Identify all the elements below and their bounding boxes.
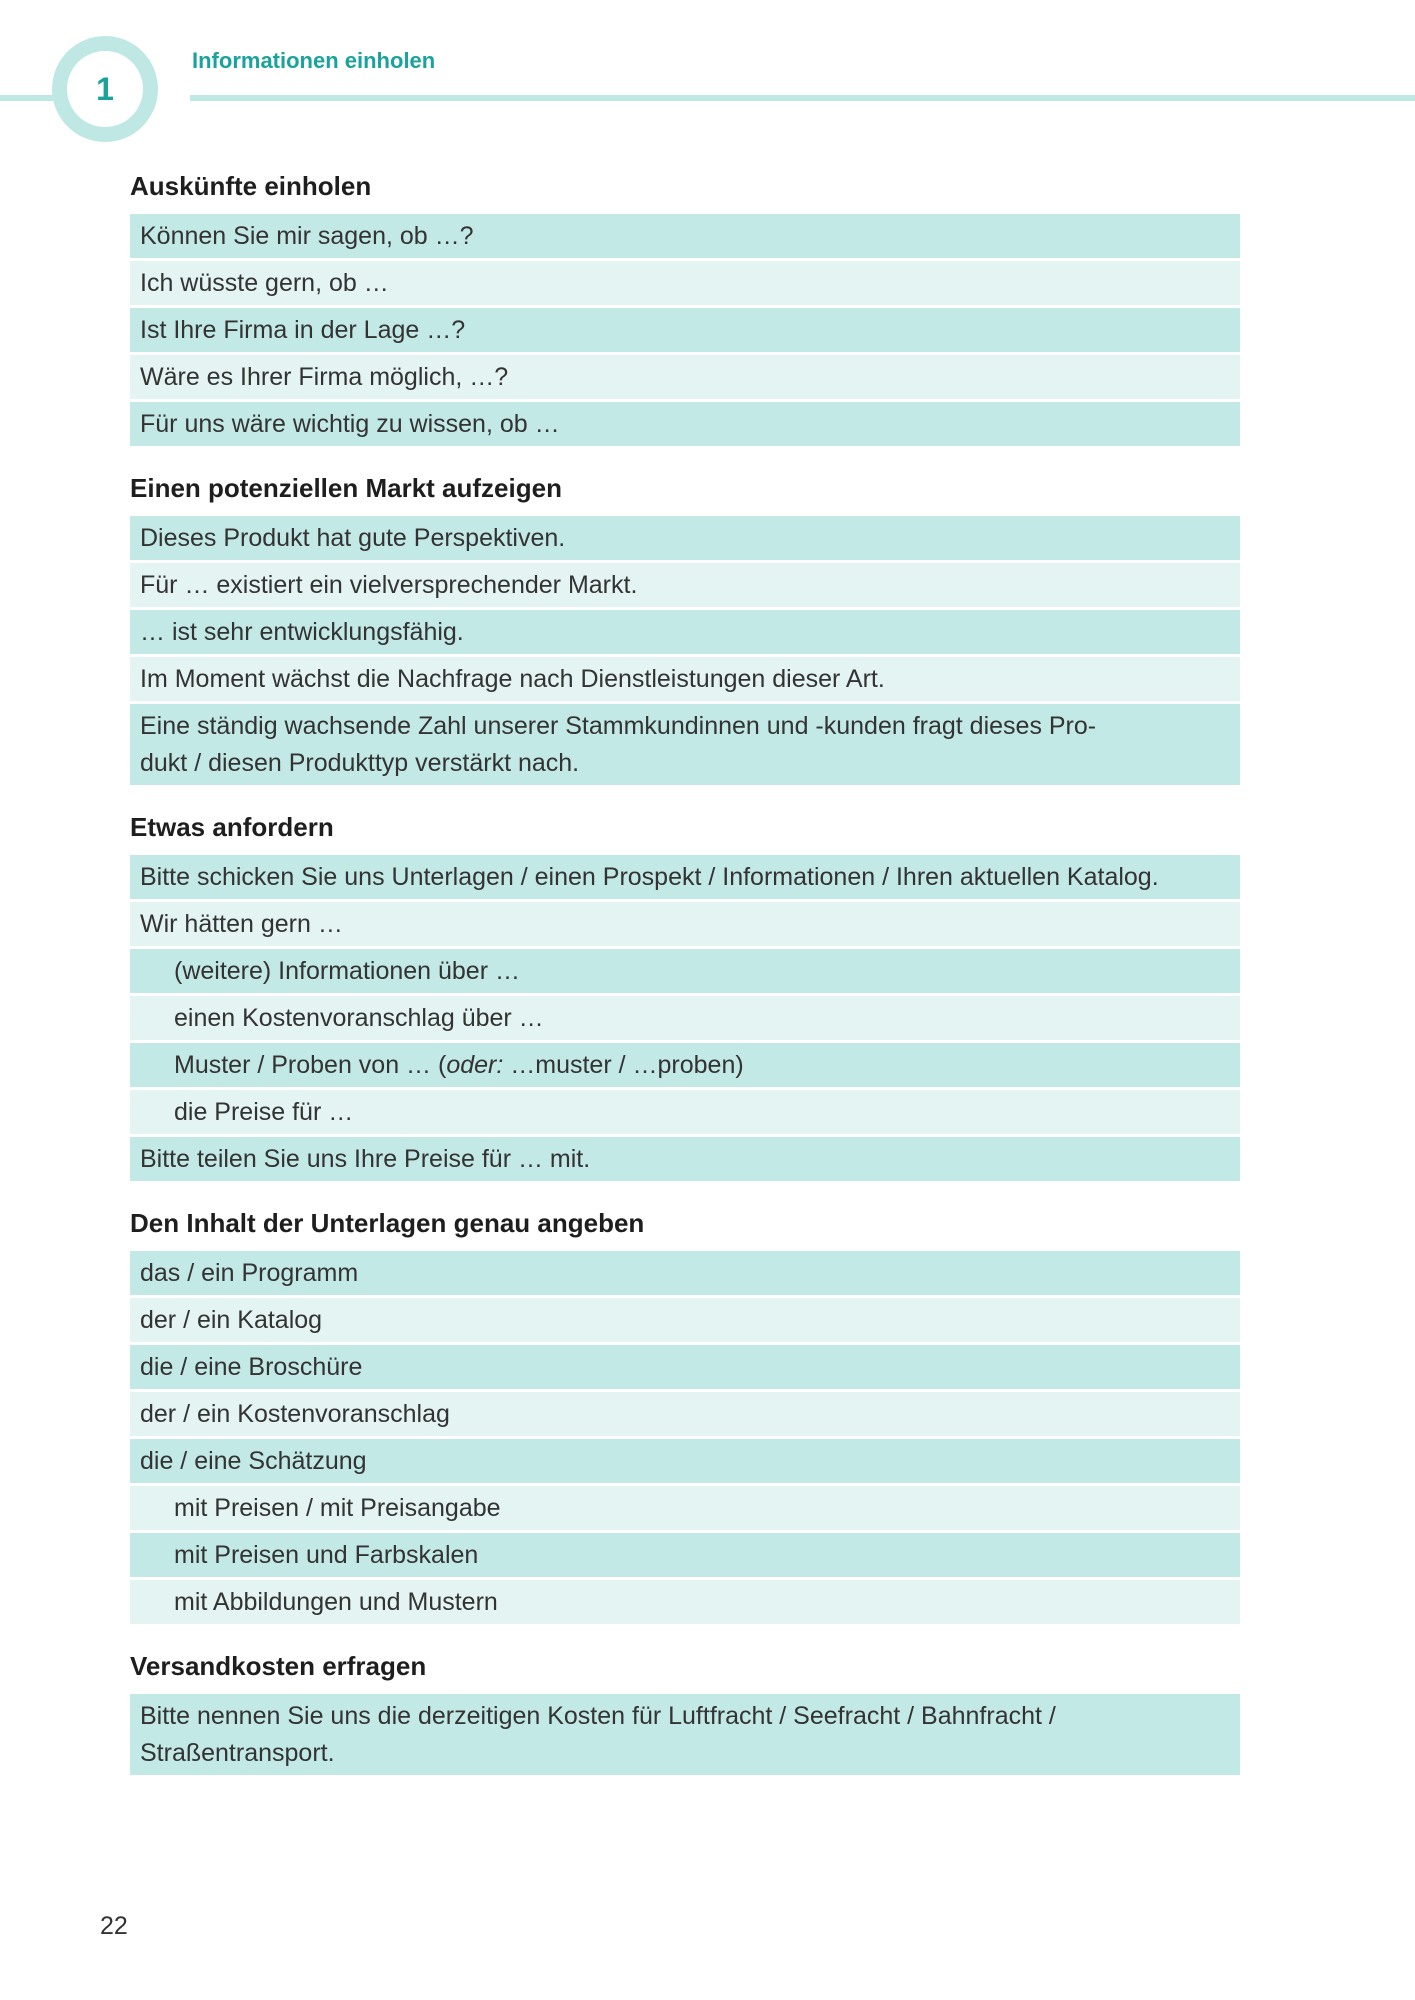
phrase-text: Wäre es Ihrer Firma möglich, …? <box>140 363 509 391</box>
section-title: Den Inhalt der Unterlagen genau angeben <box>130 1208 645 1238</box>
phrase-row <box>130 1439 1240 1483</box>
phrase-row-indented <box>130 949 1240 993</box>
phrase-text: Bitte nennen Sie uns die derzeitigen Kosten für Luftfracht / Seefracht / Bahnfracht / Straßentransport. <box>140 1702 1056 1767</box>
section <box>130 168 1240 446</box>
phrase-row <box>130 214 1240 258</box>
phrase-row <box>130 1694 1240 1775</box>
phrase-text: Ist Ihre Firma in der Lage …? <box>140 316 466 344</box>
phrase-text-italic: oder: <box>446 1051 504 1079</box>
phrase-text: Für uns wäre wichtig zu wissen, ob … <box>140 410 560 438</box>
phrase-row-indented <box>130 1533 1240 1577</box>
phrase-row <box>130 704 1240 785</box>
phrase-text: der / ein Katalog <box>140 1306 323 1334</box>
phrase-text: Wir hätten gern … <box>140 910 343 938</box>
phrase-sections <box>130 168 1240 1799</box>
phrase-text: Ich wüsste gern, ob … <box>140 269 389 297</box>
section-title: Auskünfte einholen <box>130 171 372 201</box>
phrase-text: … ist sehr entwicklungsfähig. <box>140 618 464 646</box>
phrase-text: Können Sie mir sagen, ob …? <box>140 222 474 250</box>
phrase-row-indented <box>130 1090 1240 1134</box>
phrase-text: Im Moment wächst die Nachfrage nach Dienstleistungen dieser Art. <box>140 665 885 693</box>
phrase-row-indented <box>130 996 1240 1040</box>
phrase-row <box>130 1251 1240 1295</box>
phrase-row-indented <box>130 1486 1240 1530</box>
phrase-row-indented <box>130 1580 1240 1624</box>
phrase-row <box>130 1345 1240 1389</box>
phrase-row <box>130 902 1240 946</box>
header-rule-right <box>190 95 1415 101</box>
phrase-row <box>130 355 1240 399</box>
phrase-text: Bitte schicken Sie uns Unterlagen / einen Prospekt / Informationen / Ihren aktuellen Katalog. <box>140 863 1159 891</box>
phrase-row <box>130 657 1240 701</box>
phrase-text: mit Preisen und Farbskalen <box>174 1541 479 1569</box>
phrase-row <box>130 610 1240 654</box>
chapter-title: Informationen einholen <box>192 48 436 73</box>
section <box>130 1648 1240 1775</box>
phrase-text: mit Preisen / mit Preisangabe <box>174 1494 501 1522</box>
phrase-text: das / ein Programm <box>140 1259 359 1287</box>
phrase-text: Für … existiert ein vielversprechender Markt. <box>140 571 638 599</box>
phrase-row <box>130 402 1240 446</box>
phrase-row <box>130 516 1240 560</box>
section-title: Einen potenziellen Markt aufzeigen <box>130 473 562 503</box>
phrase-text: Muster / Proben von … ( <box>174 1051 447 1079</box>
phrase-list <box>130 1251 1240 1624</box>
phrase-list <box>130 214 1240 446</box>
phrase-text: Bitte teilen Sie uns Ihre Preise für … mit. <box>140 1145 591 1173</box>
chapter-badge <box>52 36 158 142</box>
section <box>130 1205 1240 1624</box>
phrase-row <box>130 1298 1240 1342</box>
phrase-text: …muster / …proben) <box>503 1051 744 1079</box>
phrase-row <box>130 261 1240 305</box>
header-rule-left <box>0 95 60 101</box>
phrase-row <box>130 308 1240 352</box>
phrase-row <box>130 855 1240 899</box>
section <box>130 470 1240 785</box>
section-title: Versandkosten erfragen <box>130 1651 427 1681</box>
phrase-text: Eine ständig wachsende Zahl unserer Stammkundinnen und -kunden fragt dieses Pro- dukt / diesen Produkttyp verstärkt nach. <box>140 712 1097 777</box>
page-number: 22 <box>100 1912 128 1940</box>
phrase-text: die / eine Broschüre <box>140 1353 363 1381</box>
phrase-text: der / ein Kostenvoranschlag <box>140 1400 450 1428</box>
phrase-row <box>130 1392 1240 1436</box>
phrase-row-indented <box>130 1043 1240 1087</box>
section <box>130 809 1240 1181</box>
section-title: Etwas anfordern <box>130 812 334 842</box>
phrase-row <box>130 563 1240 607</box>
phrase-text: die Preise für … <box>174 1098 354 1126</box>
phrase-list <box>130 1694 1240 1775</box>
phrase-list <box>130 855 1240 1181</box>
phrase-list <box>130 516 1240 785</box>
phrase-text: die / eine Schätzung <box>140 1447 367 1475</box>
chapter-number: 1 <box>67 51 143 127</box>
phrase-text: einen Kostenvoranschlag über … <box>174 1004 544 1032</box>
phrase-text: mit Abbildungen und Mustern <box>174 1588 498 1616</box>
phrase-text: (weitere) Informationen über … <box>174 957 520 985</box>
phrase-text: Dieses Produkt hat gute Perspektiven. <box>140 524 566 552</box>
phrase-row <box>130 1137 1240 1181</box>
